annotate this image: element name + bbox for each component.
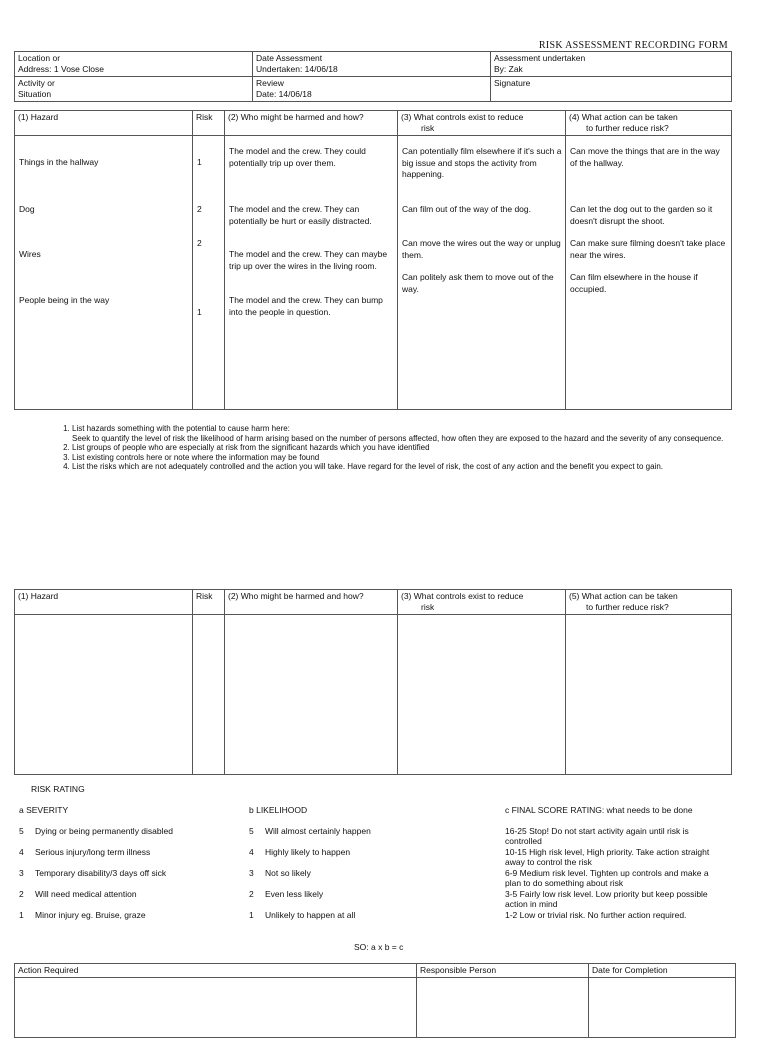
risk-value: 1	[197, 307, 202, 317]
final-score-item: 1-2 Low or trivial risk. No further action required.	[505, 910, 687, 920]
controls-column	[398, 136, 566, 410]
who-entry-cell[interactable]	[225, 615, 398, 775]
address-value: Address: 1 Vose Close	[18, 64, 104, 74]
hazard-table-2	[14, 589, 732, 775]
action-required-entry[interactable]	[15, 978, 417, 1038]
action-header: (5) What action can be taken to further reduce risk?	[566, 590, 732, 615]
likelihood-item: 2 Even less likely	[249, 889, 324, 899]
instructions-notes	[56, 424, 736, 472]
action-header: (4) What action can be taken to further reduce risk?	[566, 111, 732, 136]
action-required-table	[14, 963, 736, 1038]
severity-item: 1 Minor injury eg. Bruise, graze	[19, 910, 146, 920]
controls-item: Can politely ask them to move out of the way.	[402, 272, 554, 294]
severity-label: a SEVERITY	[19, 805, 69, 815]
date-label: Date Assessment	[256, 53, 323, 63]
severity-item: 5 Dying or being permanently disabled	[19, 826, 173, 836]
risk-entry-cell[interactable]	[193, 615, 225, 775]
likelihood-item: 4 Highly likely to happen	[249, 847, 351, 857]
action-entry-cell[interactable]	[566, 615, 732, 775]
hazard-item: Wires	[19, 249, 41, 259]
action-item: Can move the things that are in the way of the hallway.	[570, 146, 720, 168]
undertaken-value: Undertaken: 14/06/18	[256, 64, 338, 74]
action-required-header: Action Required	[15, 964, 417, 978]
activity-cell	[15, 77, 253, 102]
location-label: Location or	[18, 53, 61, 63]
who-item: The model and the crew. They can maybe trip up over the wires in the living room.	[229, 249, 388, 271]
likelihood-item: 5 Will almost certainly happen	[249, 826, 371, 836]
action-item: Can make sure filming doesn't take place near the wires.	[570, 238, 726, 260]
risk-value: 1	[197, 157, 202, 167]
completion-date-header: Date for Completion	[589, 964, 736, 978]
controls-item: Can move the wires out the way or unplug them.	[402, 238, 561, 260]
hazard-header: (1) Hazard	[15, 590, 193, 615]
note-item: 3. List existing controls here or note where the information may be found	[72, 453, 736, 463]
final-score-label: c FINAL SCORE RATING: what needs to be done	[505, 805, 693, 815]
likelihood-label: b LIKELIHOOD	[249, 805, 308, 815]
signature-label: Signature	[494, 78, 531, 88]
severity-item: 3 Temporary disability/3 days off sick	[19, 868, 167, 878]
review-label: Review	[256, 78, 284, 88]
risk-column	[193, 136, 225, 410]
who-item: The model and the crew. They could potentially trip up over them.	[229, 146, 366, 168]
final-score-item: 10-15 High risk level, High priority. Take action straight away to control the risk	[505, 847, 710, 867]
likelihood-list	[249, 805, 479, 931]
controls-header: (3) What controls exist to reduce risk	[398, 590, 566, 615]
likelihood-item: 1 Unlikely to happen at all	[249, 910, 356, 920]
who-item: The model and the crew. They can bump into the people in question.	[229, 295, 383, 317]
header-info-table	[14, 51, 732, 102]
hazard-item: Dog	[19, 204, 35, 214]
risk-rating-title: RISK RATING	[31, 784, 85, 794]
final-score-list	[505, 805, 727, 931]
likelihood-item: 3 Not so likely	[249, 868, 311, 878]
hazard-header: (1) Hazard	[15, 111, 193, 136]
who-item: The model and the crew. They can potentially be hurt or easily distracted.	[229, 204, 372, 226]
signature-cell	[491, 77, 732, 102]
note-item: 2. List groups of people who are especially at risk from the significant hazards which you have identified	[72, 443, 736, 453]
assessment-label: Assessment undertaken	[494, 53, 586, 63]
responsible-person-header: Responsible Person	[417, 964, 589, 978]
action-column	[566, 136, 732, 410]
assessor-value: By: Zak	[494, 64, 523, 74]
hazard-column	[15, 136, 193, 410]
note-item: 4. List the risks which are not adequately controlled and the action you will take. Have regard for the level of risk, the cost of any action and the benefit you expect to gain.	[72, 462, 736, 472]
severity-item: 2 Will need medical attention	[19, 889, 137, 899]
form-title: RISK ASSESSMENT RECORDING FORM	[538, 40, 728, 51]
controls-item: Can film out of the way of the dog.	[402, 204, 531, 214]
review-date-value: Date: 14/06/18	[256, 89, 312, 99]
hazard-item: Things in the hallway	[19, 157, 99, 167]
risk-value: 2	[197, 204, 202, 214]
risk-value: 2	[197, 238, 202, 248]
completion-date-entry[interactable]	[589, 978, 736, 1038]
who-header: (2) Who might be harmed and how?	[225, 111, 398, 136]
risk-header: Risk	[193, 590, 225, 615]
controls-item: Can potentially film elsewhere if it's such a big issue and stops the activity from happening.	[402, 146, 562, 179]
severity-list	[19, 805, 239, 931]
controls-header: (3) What controls exist to reduce risk	[398, 111, 566, 136]
who-column	[225, 136, 398, 410]
activity-label: Activity or	[18, 78, 55, 88]
location-cell	[15, 52, 253, 77]
final-score-item: 6-9 Medium risk level. Tighten up controls and make a plan to do something about risk	[505, 868, 709, 888]
responsible-person-entry[interactable]	[417, 978, 589, 1038]
review-cell	[253, 77, 491, 102]
final-score-item: 16-25 Stop! Do not start activity again until risk is controlled	[505, 826, 689, 846]
note-item: 1. List hazards something with the potential to cause harm here: Seek to quantify the level of risk the likelihood of harm arising based on the number of persons affected, how often they are exposed to the hazard and the severity of any consequence.	[72, 424, 736, 443]
risk-header: Risk	[193, 111, 225, 136]
formula: SO: a x b = c	[354, 942, 404, 952]
action-item: Can film elsewhere in the house if occupied.	[570, 272, 698, 294]
controls-entry-cell[interactable]	[398, 615, 566, 775]
situation-label: Situation	[18, 89, 52, 99]
date-cell	[253, 52, 491, 77]
hazard-item: People being in the way	[19, 295, 110, 305]
hazard-entry-cell[interactable]	[15, 615, 193, 775]
hazard-table-1	[14, 110, 732, 410]
severity-item: 4 Serious injury/long term illness	[19, 847, 151, 857]
assessment-cell	[491, 52, 732, 77]
action-item: Can let the dog out to the garden so it doesn't disrupt the shoot.	[570, 204, 713, 226]
who-header: (2) Who might be harmed and how?	[225, 590, 398, 615]
final-score-item: 3-5 Fairly low risk level. Low priority but keep possible action in mind	[505, 889, 708, 909]
